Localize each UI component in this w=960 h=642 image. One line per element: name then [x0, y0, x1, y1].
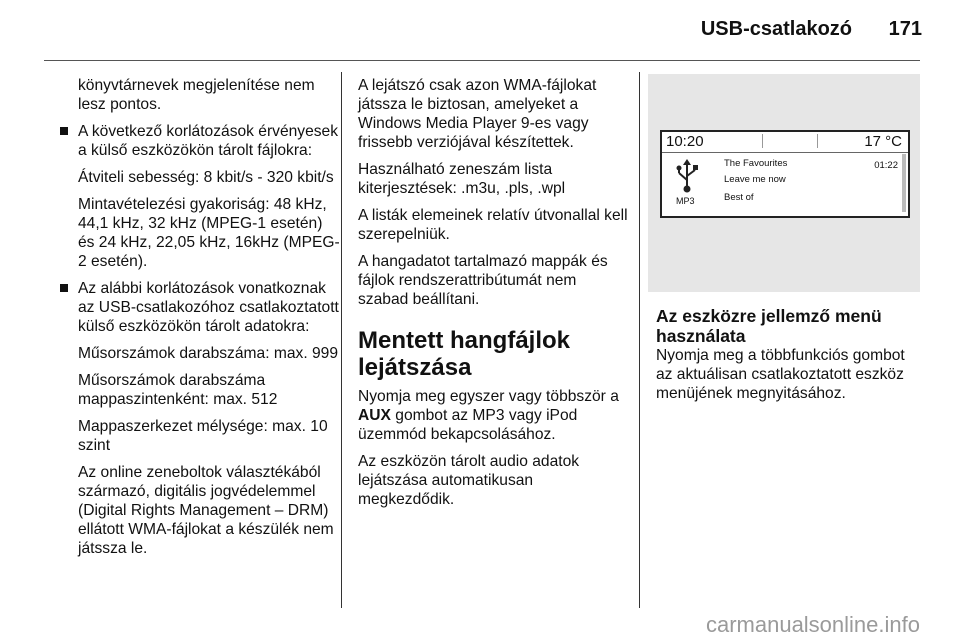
page-header-title: USB-csatlakozó [700, 18, 852, 40]
page-number: 171 [888, 18, 922, 40]
text-column-middle [358, 76, 628, 517]
paragraph: Mintavételezési gyakoriság: 48 kHz, 44,1 kHz, 32 kHz (MPEG-1 esetén) és 24 kHz, 22,05 kHz, 16kHz (MPEG-2 esetén). [78, 196, 340, 270]
paragraph: Mappaszerkezet mélysége: max. 10 szint [78, 418, 328, 454]
temperature-readout: 17 °C [864, 133, 902, 150]
paragraph: A listák elemeinek relatív útvonallal kell szerepelniük. [358, 207, 628, 243]
paragraph: Az online zeneboltok választékából származó, digitális jogvédelemmel (Digital Rights Management – DRM) ellátott WMA-fájlokat a készülék nem játssza le. [78, 464, 334, 557]
scrollbar [902, 154, 906, 212]
paragraph: Műsorszámok darabszáma mappaszintenként: max. 512 [78, 372, 278, 408]
bullet-item [60, 122, 340, 160]
text-column-left [60, 76, 340, 566]
track-list-item: Best of [724, 192, 754, 203]
status-separator [762, 134, 763, 148]
radio-display-screen [660, 130, 910, 218]
square-bullet-icon [60, 284, 68, 292]
paragraph: Használható zeneszám lista kiterjesztések: .m3u, .pls, .wpl [358, 161, 566, 197]
track-list-item: Leave me now [724, 174, 786, 185]
track-list-item: The Favourites [724, 158, 788, 169]
usb-icon [672, 158, 702, 194]
section-heading: Az eszközre jellemző menü használata [656, 306, 882, 346]
bullet-text: Az alábbi korlátozások vonatkoznak az USB-csatlakozóhoz csatlakoztatott külső eszközökön tárolt adatokra: [78, 280, 339, 335]
paragraph: könyvtárnevek megjelenítése nem lesz pontos. [78, 77, 315, 113]
paragraph: Az eszközön tárolt audio adatok lejátszása automatikusan megkezdődik. [358, 453, 580, 508]
paragraph: Átviteli sebesség: 8 kbit/s - 320 kbit/s [78, 169, 334, 186]
display-illustration [648, 74, 920, 292]
paragraph: Műsorszámok darabszáma: max. 999 [78, 345, 338, 362]
column-divider [341, 72, 342, 608]
paragraph: A hangadatot tartalmazó mappák és fájlok rendszerattribútumát nem szabad beállítani. [358, 253, 608, 308]
source-label: MP3 [676, 196, 695, 206]
status-separator [817, 134, 818, 148]
section-heading: Mentett hangfájlok lejátszása [358, 327, 571, 381]
bullet-item [60, 279, 340, 336]
header-divider [44, 60, 920, 61]
watermark: carmanualsonline.info [705, 612, 920, 637]
paragraph [358, 387, 628, 444]
paragraph: Nyomja meg a többfunkciós gombot az aktuálisan csatlakoztatott eszköz menüjének megnyitásához. [656, 347, 905, 402]
aux-button-label: AUX [358, 407, 391, 424]
bullet-text: A következő korlátozások érvényesek a külső eszközökön tárolt fájlokra: [78, 123, 339, 159]
square-bullet-icon [60, 127, 68, 135]
paragraph-text: Nyomja meg egyszer vagy többször a [358, 388, 619, 405]
paragraph: A lejátszó csak azon WMA-fájlokat játssza le biztosan, amelyeket a Windows Media Player 9-es vagy frissebb verziójával készítettek. [358, 77, 597, 151]
track-duration: 01:22 [874, 160, 898, 171]
status-divider [662, 152, 908, 153]
clock-readout: 10:20 [666, 133, 704, 150]
paragraph-text: gombot az MP3 vagy iPod üzemmód bekapcsolásához. [358, 407, 578, 443]
column-divider [639, 72, 640, 608]
text-column-right [656, 306, 920, 411]
